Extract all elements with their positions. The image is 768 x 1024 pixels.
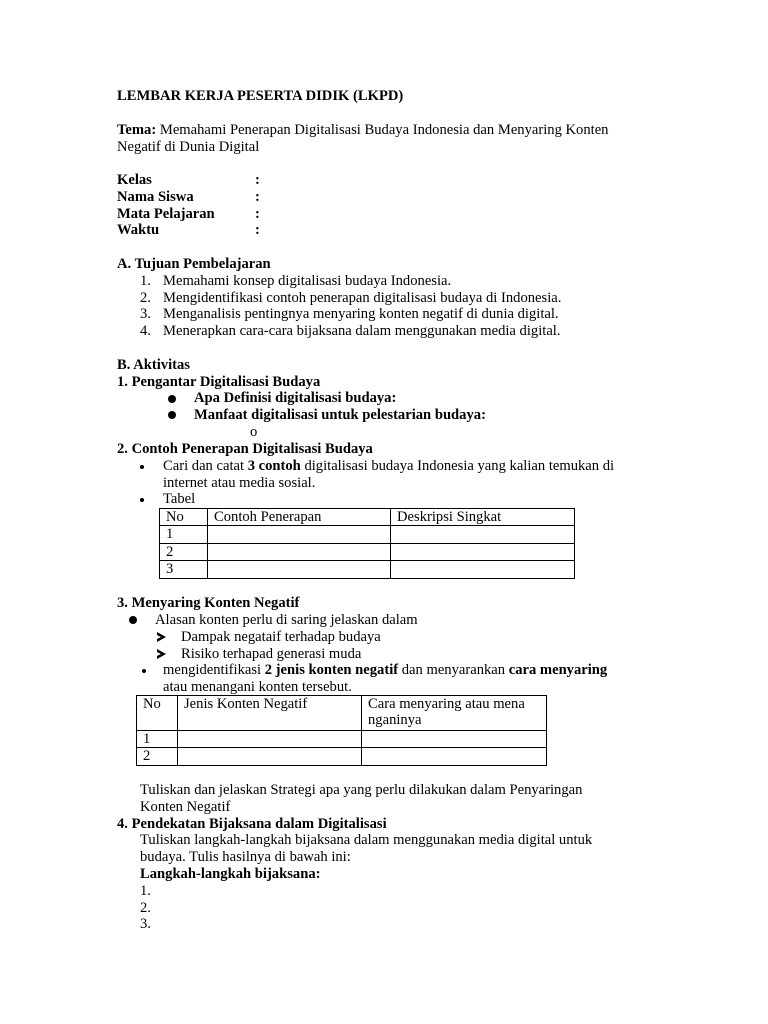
part-2-bullet-2: Tabel — [163, 491, 196, 507]
document-title: LEMBAR KERJA PESERTA DIDIK (LKPD) — [117, 88, 404, 104]
table-row — [137, 748, 547, 765]
table-header-cell: Deskripsi Singkat — [391, 509, 575, 526]
section-b-heading: B. Aktivitas — [117, 357, 190, 373]
field-colon-nama-siswa: : — [255, 189, 260, 205]
field-label-nama-siswa: Nama Siswa — [117, 189, 194, 205]
table-header-row — [160, 509, 575, 526]
table-row — [160, 543, 575, 560]
strategy-instruction-2: Konten Negatif — [140, 799, 231, 815]
table-row — [160, 526, 575, 543]
table-cell: 1 — [160, 526, 208, 543]
part-1-heading: 1. Pengantar Digitalisasi Budaya — [117, 374, 321, 390]
table-header-cell: Jenis Konten Negatif — [178, 696, 362, 731]
part-3-arrow-item: Dampak negataif terhadap budaya — [181, 629, 381, 645]
step-number: 1. — [140, 883, 151, 899]
field-colon-mata-pelajaran: : — [255, 206, 260, 222]
bullet-dot-icon — [140, 498, 144, 502]
table-cell[interactable] — [362, 748, 547, 765]
step-number: 2. — [140, 900, 151, 916]
tema-line-2: Negatif di Dunia Digital — [117, 139, 260, 155]
sub-bullet-marker: o — [250, 424, 258, 440]
negative-content-table — [136, 695, 547, 766]
table-cell[interactable] — [208, 543, 391, 560]
bullet-dot-icon — [129, 616, 137, 624]
table-cell[interactable] — [208, 561, 391, 578]
field-label-waktu: Waktu — [117, 222, 160, 238]
table-cell: 3 — [160, 561, 208, 578]
table-header-row — [137, 696, 547, 731]
section-a-heading: A. Tujuan Pembelajaran — [117, 256, 271, 272]
step-number: 3. — [140, 916, 151, 932]
objective-number: 3. — [140, 306, 151, 322]
bullet-dot-icon — [142, 669, 146, 673]
part-3-bullet-2: mengidentifikasi 2 jenis konten negatif dan menyarankan cara menyaring — [163, 662, 608, 678]
table-cell[interactable] — [178, 748, 362, 765]
part-4-instruction-2: budaya. Tulis hasilnya di bawah ini: — [140, 849, 351, 865]
table-cell: 2 — [137, 748, 178, 765]
field-label-mata-pelajaran: Mata Pelajaran — [117, 206, 215, 222]
part-2-bullet-1-line-2: internet atau media sosial. — [163, 475, 316, 491]
part-3-heading: 3. Menyaring Konten Negatif — [117, 595, 300, 611]
part-1-bullet: Manfaat digitalisasi untuk pelestarian budaya: — [194, 407, 486, 423]
objective-number: 1. — [140, 273, 151, 289]
tema-text-1: Memahami Penerapan Digitalisasi Budaya Indonesia dan Menyaring Konten — [159, 122, 609, 138]
table-cell[interactable] — [391, 561, 575, 578]
part-2-bullet-1: Cari dan catat 3 contoh digitalisasi budaya Indonesia yang kalian temukan di — [163, 458, 615, 474]
objective-number: 4. — [140, 323, 151, 339]
table-cell: 2 — [160, 543, 208, 560]
strategy-instruction-1: Tuliskan dan jelaskan Strategi apa yang perlu dilakukan dalam Penyaringan — [140, 782, 583, 798]
field-label-kelas: Kelas — [117, 172, 152, 188]
tema-label: Tema: — [117, 122, 157, 138]
part-4-heading: 4. Pendekatan Bijaksana dalam Digitalisasi — [117, 816, 387, 832]
part-2-heading: 2. Contoh Penerapan Digitalisasi Budaya — [117, 441, 373, 457]
bullet-dot-icon — [140, 465, 144, 469]
objective-text: Mengidentifikasi contoh penerapan digitalisasi budaya di Indonesia. — [163, 290, 562, 306]
examples-table — [159, 508, 575, 579]
table-cell[interactable] — [178, 731, 362, 748]
table-cell: 1 — [137, 731, 178, 748]
part-4-instruction-1: Tuliskan langkah-langkah bijaksana dalam menggunakan media digital untuk — [140, 832, 593, 848]
table-cell[interactable] — [391, 526, 575, 543]
table-row — [160, 561, 575, 578]
steps-heading: Langkah-langkah bijaksana: — [140, 866, 321, 882]
objective-text: Menganalisis pentingnya menyaring konten negatif di dunia digital. — [163, 306, 559, 322]
table-header-cell: No — [137, 696, 178, 731]
part-3-arrow-item: Risiko terhapad generasi muda — [181, 646, 362, 662]
part-3-bullet-2-line-2: atau menangani konten tersebut. — [163, 679, 352, 695]
objective-text: Menerapkan cara-cara bijaksana dalam menggunakan media digital. — [163, 323, 561, 339]
objective-text: Memahami konsep digitalisasi budaya Indonesia. — [163, 273, 452, 289]
part-1-bullet: Apa Definisi digitalisasi budaya: — [194, 390, 397, 406]
bullet-dot-icon — [168, 395, 176, 403]
field-colon-kelas: : — [255, 172, 260, 188]
tema-line-1 — [117, 122, 608, 139]
table-header-cell: Contoh Penerapan — [208, 509, 391, 526]
field-colon-waktu: : — [255, 222, 260, 238]
table-header-cell: Cara menyaring atau mena nganinya — [362, 696, 547, 731]
objective-number: 2. — [140, 290, 151, 306]
table-cell[interactable] — [362, 731, 547, 748]
table-cell[interactable] — [391, 543, 575, 560]
table-header-cell: No — [160, 509, 208, 526]
bullet-dot-icon — [168, 411, 176, 419]
table-cell[interactable] — [208, 526, 391, 543]
part-3-bullet-1: Alasan konten perlu di saring jelaskan dalam — [155, 612, 418, 628]
table-row — [137, 731, 547, 748]
